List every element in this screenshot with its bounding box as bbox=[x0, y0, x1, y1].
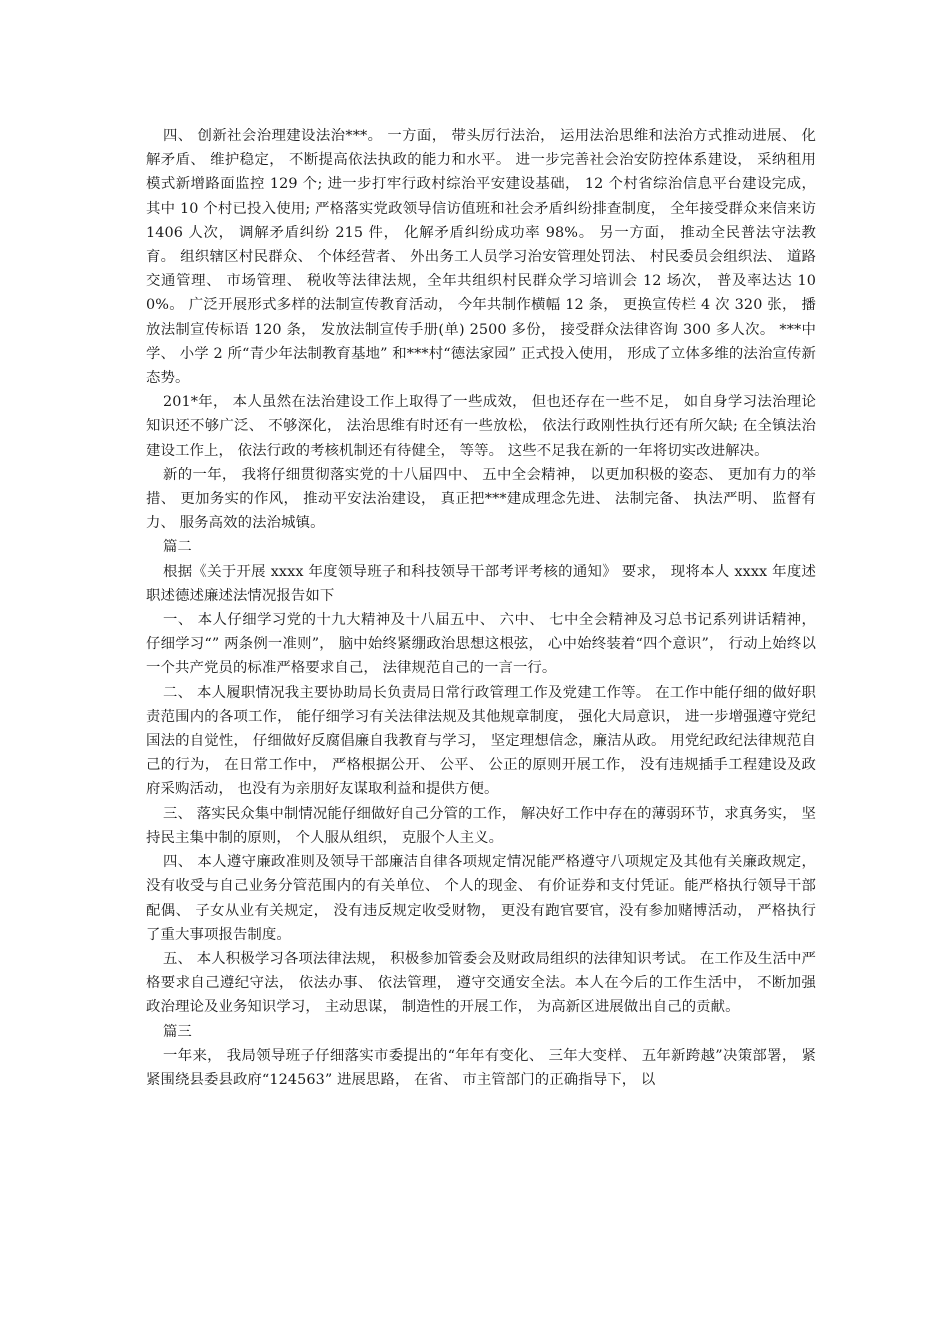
document-page bbox=[146, 124, 816, 1092]
paragraph-part-three-intro: 一年来， 我局领导班子仔细落实市委提出的“年年有变化、 三年大变样、 五年新跨越”决策部署， 紧紧围绕县委县政府“124563” 进展思路， 在省、 市主管部门的正确指导下， 以 bbox=[146, 1047, 816, 1088]
paragraph-shortcomings: 201*年， 本人虽然在法治建设工作上取得了一些成效， 但也还存在一些不足， 如自身学习法治理论知识还不够广泛、 不够深化， 法治思维有时还有一些放松， 依法行政刚性执行还有所欠缺; 在全镇法治建设工作上， 依法行政的考核机制还有待健全， 等等。 这些不足我在新的一年将切实改进解决。 bbox=[146, 394, 816, 459]
paragraph-report-intro: 根据《关于开展 xxxx 年度领导班子和科技领导干部考评考核的通知》 要求， 现将本人 xxxx 年度述职述德述廉述法情况报告如下 bbox=[146, 563, 816, 604]
section-heading-part-two: 篇二 bbox=[163, 539, 192, 556]
paragraph-item-four: 四、 本人遵守廉政准则及领导干部廉洁自律各项规定情况能严格遵守八项规定及其他有关廉政规定， 没有收受与自己业务分管范围内的有关单位、 个人的现金、 有价证券和支付凭证。能严格执行领导干部配偶、 子女从业有关规定， 没有违反规定收受财物， 更没有跑官要官，没有参加赌博活动， 严格执行了重大事项报告制度。 bbox=[146, 854, 816, 943]
section-heading-part-three: 篇三 bbox=[163, 1023, 192, 1040]
paragraph-item-one: 一、 本人仔细学习党的十九大精神及十八届五中、 六中、 七中全会精神及习总书记系列讲话精神， 仔细学习“” 两条例一准则”， 脑中始终紧绷政治思想这根弦， 心中始终装着“四个意识”， 行动上始终以一个共产党员的标准严格要求自己， 法律规范自己的一言一行。 bbox=[146, 612, 816, 677]
paragraph-item-five: 五、 本人积极学习各项法律法规， 积极参加管委会及财政局组织的法律知识考试。 在工作及生活中严格要求自己遵纪守法， 依法办事、 依法管理， 遵守交通安全法。本人在今后的工作生活中， 不断加强政治理论及业务知识学习， 主动思谋， 制造性的开展工作， 为高新区进展做出自己的贡献。 bbox=[146, 950, 816, 1016]
paragraph-new-year: 新的一年， 我将仔细贯彻落实党的十八届四中、 五中全会精神， 以更加积极的姿态、 更加有力的举措、 更加务实的作风， 推动平安法治建设， 真正把***建成理念先进、 法制完备、 执法严明、 监督有力、 服务高效的法治城镇。 bbox=[146, 466, 816, 532]
paragraph-item-three: 三、 落实民众集中制情况能仔细做好自己分管的工作， 解决好工作中存在的薄弱环节，求真务实， 坚持民主集中制的原则， 个人服从组织， 克服个人主义。 bbox=[146, 805, 816, 846]
paragraph-section-four: 四、 创新社会治理建设法治***。 一方面， 带头厉行法治， 运用法治思维和法治方式推动进展、 化解矛盾、 维护稳定， 不断提高依法执政的能力和水平。 进一步完善社会治安防控体系建设， 采纳租用模式新增路面监控 129 个; 进一步打牢行政村综治平安建设基础， 12 个村省综治信息平台建设完成， 其中 10 个村已投入使用; 严格落实党政领导信访值班和社会矛盾纠纷排查制度， 全年接受群众来信来访 1406 人次， 调解矛盾纠纷 215 件， 化解矛盾纠纷成功率 98%。 另一方面， 推动全民普法守法教育。 组织辖区村民群众、 个体经营者、 外出务工人员学习治安管理处罚法、 村民委员会组织法、 道路交通管理、 市场管理、 税收等法律法规，全年共组织村民群众学习培训会 12 场次， 普及率达达 100%。 广泛开展形式多样的法制宣传教育活动， 今年共制作横幅 12 条， 更换宣传栏 4 次 320 张， 播放法制宣传标语 120 条， 发放法制宣传手册(单) 2500 多份， 接受群众法律咨询 300 多人次。 ***中学、 小学 2 所“青少年法制教育基地” 和***村“德法家园” 正式投入使用， 形成了立体多维的法治宣传新态势。 bbox=[146, 128, 816, 387]
paragraph-item-two: 二、 本人履职情况我主要协助局长负责局日常行政管理工作及党建工作等。 在工作中能仔细的做好职责范围内的各项工作， 能仔细学习有关法律法规及其他规章制度， 强化大局意识， 进一步增强遵守党纪国法的自觉性， 仔细做好反腐倡廉自我教育与学习， 坚定理想信念，廉洁从政。 用党纪政纪法律规范自己的行为， 在日常工作中， 严格根据公开、 公平、 公正的原则开展工作， 没有违规插手工程建设及政府采购活动， 也没有为亲朋好友谋取利益和提供方便。 bbox=[146, 684, 816, 798]
